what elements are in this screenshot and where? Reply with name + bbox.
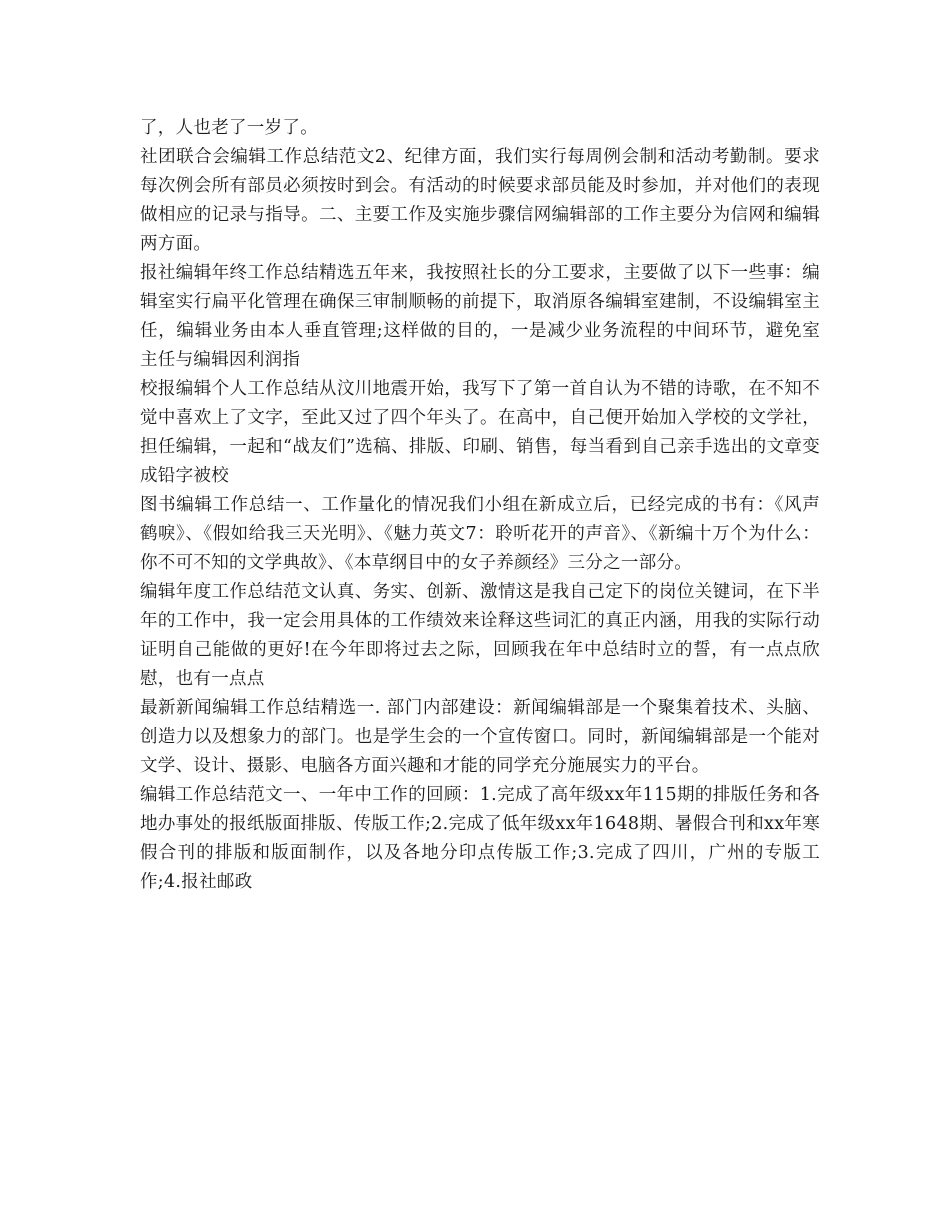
paragraph: 社团联合会编辑工作总结范文2、纪律方面，我们实行每周例会制和活动考勤制。要求每次例会所有部员必须按时到会。有活动的时候要求部员能及时参加，并对他们的表现做相应的记录与指导。二、主要工作及实施步骤信网编辑部的工作主要分为信网和编辑两方面。 [140, 147, 820, 254]
paragraph: 校报编辑个人工作总结从汶川地震开始，我写下了第一首自认为不错的诗歌，在不知不觉中喜欢上了文字，至此又过了四个年头了。在高中，自己便开始加入学校的文学社，担任编辑，一起和“战友们”选稿、排版、印刷、销售，每当看到自己亲手选出的文章变成铅字被校 [140, 379, 820, 486]
document-body [140, 114, 820, 897]
paragraph: 编辑工作总结范文一、一年中工作的回顾：1.完成了高年级xx年115期的排版任务和各地办事处的报纸版面排版、传版工作;2.完成了低年级xx年1648期、暑假合刊和xx年寒假合刊的排版和版面制作，以及各地分印点传版工作;3.完成了四川，广州的专版工作;4.报社邮政 [140, 785, 820, 892]
paragraph: 图书编辑工作总结一、工作量化的情况我们小组在新成立后，已经完成的书有：《风声鹤唳》、《假如给我三天光明》、《魅力英文7：聆听花开的声音》、《新编十万个为什么：你不可不知的文学典故》、《本草纲目中的女子养颜经》三分之一部分。 [140, 495, 820, 573]
paragraph: 编辑年度工作总结范文认真、务实、创新、激情这是我自己定下的岗位关键词，在下半年的工作中，我一定会用具体的工作绩效来诠释这些词汇的真正内涵，用我的实际行动证明自己能做的更好!在今年即将过去之际，回顾我在年中总结时立的誓，有一点点欣慰，也有一点点 [140, 582, 820, 689]
paragraph: 报社编辑年终工作总结精选五年来，我按照社长的分工要求，主要做了以下一些事：编辑室实行扁平化管理在确保三审制顺畅的前提下，取消原各编辑室建制，不设编辑室主任，编辑业务由本人垂直管理;这样做的目的，一是减少业务流程的中间环节，避免室主任与编辑因利润指 [140, 263, 820, 370]
paragraph: 最新新闻编辑工作总结精选一. 部门内部建设：新闻编辑部是一个聚集着技术、头脑、创造力以及想象力的部门。也是学生会的一个宣传窗口。同时，新闻编辑部是一个能对文学、设计、摄影、电脑各方面兴趣和才能的同学充分施展实力的平台。 [140, 698, 820, 776]
paragraph: 了，人也老了一岁了。 [140, 118, 318, 138]
